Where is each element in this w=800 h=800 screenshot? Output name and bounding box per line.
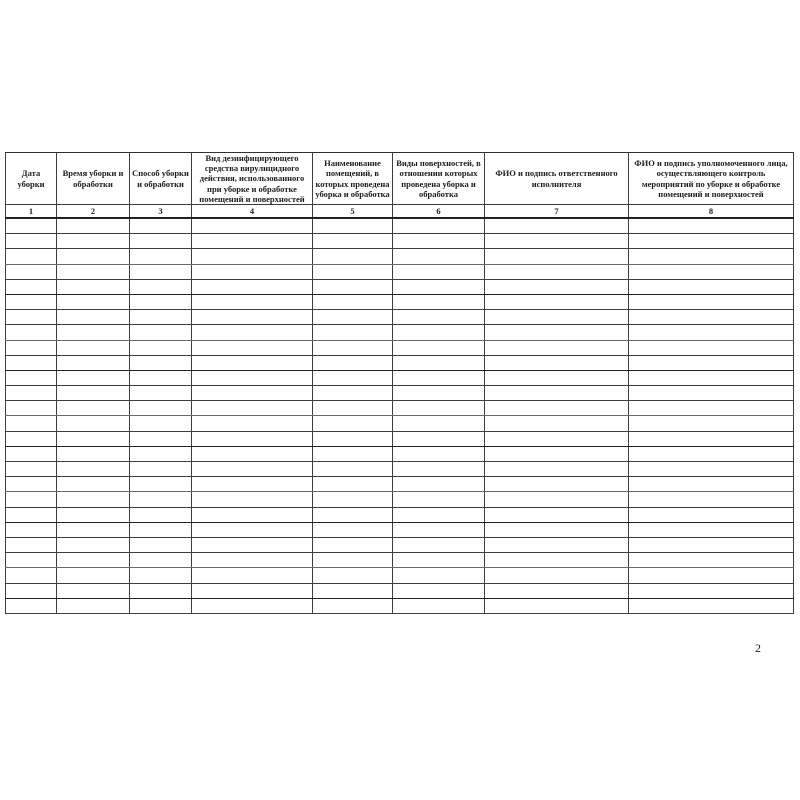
empty-cell (485, 340, 629, 355)
empty-cell (313, 537, 393, 552)
empty-cell (130, 553, 192, 568)
empty-cell (485, 553, 629, 568)
empty-cell (629, 492, 794, 507)
empty-cell (130, 492, 192, 507)
empty-cell (393, 507, 485, 522)
empty-cell (485, 370, 629, 385)
empty-cell (629, 264, 794, 279)
empty-log-row (6, 249, 794, 264)
empty-cell (6, 340, 57, 355)
empty-cell (57, 507, 130, 522)
empty-cell (313, 492, 393, 507)
empty-cell (485, 583, 629, 598)
empty-cell (313, 553, 393, 568)
empty-cell (393, 264, 485, 279)
empty-cell (313, 325, 393, 340)
empty-cell (629, 537, 794, 552)
empty-cell (130, 446, 192, 461)
empty-cell (192, 522, 313, 537)
empty-cell (130, 294, 192, 309)
empty-cell (485, 249, 629, 264)
empty-cell (485, 446, 629, 461)
empty-cell (393, 583, 485, 598)
empty-cell (393, 401, 485, 416)
empty-cell (6, 279, 57, 294)
empty-cell (6, 370, 57, 385)
empty-cell (192, 492, 313, 507)
empty-cell (313, 462, 393, 477)
empty-cell (6, 537, 57, 552)
empty-log-row (6, 492, 794, 507)
empty-log-row (6, 446, 794, 461)
empty-cell (192, 401, 313, 416)
empty-cell (57, 264, 130, 279)
empty-cell (629, 568, 794, 583)
empty-cell (6, 325, 57, 340)
empty-cell (130, 218, 192, 234)
empty-cell (57, 249, 130, 264)
empty-cell (192, 370, 313, 385)
empty-cell (192, 234, 313, 249)
empty-cell (393, 249, 485, 264)
empty-cell (393, 522, 485, 537)
empty-cell (313, 507, 393, 522)
empty-cell (313, 386, 393, 401)
empty-cell (6, 218, 57, 234)
empty-cell (57, 583, 130, 598)
empty-cell (485, 598, 629, 613)
col-number-7: 7 (485, 205, 629, 219)
empty-log-row (6, 325, 794, 340)
empty-cell (6, 416, 57, 431)
empty-cell (6, 507, 57, 522)
empty-cell (313, 477, 393, 492)
empty-cell (313, 294, 393, 309)
empty-log-row (6, 507, 794, 522)
empty-cell (192, 568, 313, 583)
empty-cell (485, 568, 629, 583)
empty-log-row (6, 568, 794, 583)
empty-cell (313, 401, 393, 416)
empty-cell (393, 218, 485, 234)
empty-cell (629, 279, 794, 294)
empty-cell (6, 249, 57, 264)
empty-cell (629, 462, 794, 477)
empty-cell (485, 218, 629, 234)
empty-log-row (6, 462, 794, 477)
empty-cell (629, 446, 794, 461)
empty-cell (57, 553, 130, 568)
empty-log-row (6, 431, 794, 446)
empty-cell (130, 249, 192, 264)
empty-cell (130, 416, 192, 431)
empty-cell (130, 355, 192, 370)
empty-cell (130, 507, 192, 522)
empty-cell (6, 446, 57, 461)
empty-cell (393, 431, 485, 446)
empty-log-row (6, 340, 794, 355)
empty-cell (393, 462, 485, 477)
empty-cell (485, 431, 629, 446)
empty-cell (130, 386, 192, 401)
empty-cell (57, 340, 130, 355)
empty-log-row (6, 218, 794, 234)
empty-cell (6, 522, 57, 537)
empty-cell (130, 279, 192, 294)
empty-cell (57, 537, 130, 552)
empty-cell (6, 401, 57, 416)
empty-cell (57, 462, 130, 477)
empty-cell (629, 507, 794, 522)
empty-cell (6, 310, 57, 325)
empty-cell (393, 446, 485, 461)
empty-cell (57, 416, 130, 431)
empty-cell (629, 294, 794, 309)
empty-cell (393, 355, 485, 370)
empty-cell (393, 370, 485, 385)
empty-cell (6, 492, 57, 507)
empty-cell (313, 522, 393, 537)
empty-cell (57, 294, 130, 309)
col-header-cleaning-time: Время уборки и обработки (57, 153, 130, 205)
empty-cell (130, 370, 192, 385)
empty-cell (6, 264, 57, 279)
empty-cell (130, 522, 192, 537)
empty-cell (57, 386, 130, 401)
empty-cell (192, 294, 313, 309)
col-header-premises-name: Наименование помещений, в которых проведена уборка и обработка (313, 153, 393, 205)
empty-cell (629, 522, 794, 537)
empty-cell (6, 598, 57, 613)
empty-cell (57, 218, 130, 234)
empty-cell (313, 583, 393, 598)
empty-log-row (6, 355, 794, 370)
empty-cell (313, 431, 393, 446)
empty-cell (6, 386, 57, 401)
empty-cell (192, 264, 313, 279)
empty-cell (192, 507, 313, 522)
empty-cell (393, 294, 485, 309)
empty-log-row (6, 310, 794, 325)
empty-cell (485, 325, 629, 340)
empty-cell (485, 492, 629, 507)
empty-cell (393, 416, 485, 431)
empty-cell (629, 386, 794, 401)
empty-cell (485, 279, 629, 294)
empty-log-row (6, 553, 794, 568)
empty-cell (192, 553, 313, 568)
empty-cell (57, 477, 130, 492)
empty-cell (130, 568, 192, 583)
empty-cell (629, 401, 794, 416)
empty-cell (313, 279, 393, 294)
empty-cell (192, 583, 313, 598)
col-number-8: 8 (629, 205, 794, 219)
empty-cell (313, 264, 393, 279)
empty-cell (6, 234, 57, 249)
empty-cell (57, 355, 130, 370)
col-header-cleaning-date: Дата уборки (6, 153, 57, 205)
empty-cell (192, 279, 313, 294)
empty-cell (192, 462, 313, 477)
empty-cell (6, 431, 57, 446)
empty-cell (393, 279, 485, 294)
cleaning-log-table (5, 152, 794, 614)
empty-cell (130, 264, 192, 279)
empty-cell (393, 477, 485, 492)
col-number-2: 2 (57, 205, 130, 219)
empty-cell (485, 386, 629, 401)
empty-cell (6, 462, 57, 477)
empty-cell (6, 553, 57, 568)
empty-cell (485, 507, 629, 522)
empty-cell (393, 537, 485, 552)
empty-cell (629, 249, 794, 264)
empty-cell (629, 553, 794, 568)
empty-cell (130, 462, 192, 477)
empty-cell (192, 249, 313, 264)
empty-cell (629, 325, 794, 340)
empty-cell (485, 416, 629, 431)
empty-cell (57, 492, 130, 507)
col-header-executor-signature: ФИО и подпись ответственного исполнителя (485, 153, 629, 205)
empty-cell (192, 340, 313, 355)
col-number-3: 3 (130, 205, 192, 219)
empty-cell (6, 583, 57, 598)
col-number-1: 1 (6, 205, 57, 219)
page-number: 2 (755, 641, 761, 655)
empty-cell (485, 522, 629, 537)
empty-cell (393, 325, 485, 340)
empty-cell (130, 310, 192, 325)
table-header (6, 153, 794, 219)
empty-cell (192, 355, 313, 370)
column-number-row (6, 205, 794, 219)
empty-cell (313, 446, 393, 461)
empty-log-row (6, 537, 794, 552)
empty-cell (629, 583, 794, 598)
empty-cell (485, 234, 629, 249)
empty-cell (130, 325, 192, 340)
empty-cell (6, 294, 57, 309)
empty-cell (313, 355, 393, 370)
empty-cell (57, 279, 130, 294)
empty-cell (192, 537, 313, 552)
empty-log-row (6, 598, 794, 613)
empty-log-row (6, 294, 794, 309)
empty-cell (313, 568, 393, 583)
empty-cell (313, 416, 393, 431)
empty-cell (485, 462, 629, 477)
empty-cell (130, 340, 192, 355)
empty-cell (485, 401, 629, 416)
col-header-cleaning-method: Способ уборки и обработки (130, 153, 192, 205)
empty-cell (393, 234, 485, 249)
empty-cell (130, 537, 192, 552)
empty-log-row (6, 370, 794, 385)
empty-cell (393, 568, 485, 583)
col-header-controller-signature: ФИО и подпись уполномоченного лица, осуществляющего контроль мероприятий по уборке и обработке помещений и поверхностей (629, 153, 794, 205)
col-number-6: 6 (393, 205, 485, 219)
empty-log-row (6, 477, 794, 492)
empty-cell (130, 477, 192, 492)
empty-log-row (6, 522, 794, 537)
empty-cell (57, 598, 130, 613)
empty-cell (192, 477, 313, 492)
empty-log-row (6, 279, 794, 294)
empty-cell (629, 477, 794, 492)
empty-cell (192, 431, 313, 446)
empty-cell (313, 249, 393, 264)
empty-cell (57, 446, 130, 461)
empty-cell (629, 310, 794, 325)
empty-cell (313, 218, 393, 234)
empty-cell (485, 294, 629, 309)
empty-cell (57, 522, 130, 537)
empty-cell (130, 598, 192, 613)
empty-cell (313, 598, 393, 613)
empty-cell (393, 598, 485, 613)
empty-cell (485, 355, 629, 370)
empty-cell (629, 598, 794, 613)
empty-cell (57, 431, 130, 446)
empty-log-row (6, 416, 794, 431)
empty-cell (192, 446, 313, 461)
col-number-4: 4 (192, 205, 313, 219)
empty-cell (485, 477, 629, 492)
col-header-disinfectant-type: Вид дезинфицирующего средства вирулицидного действия, использованного при уборке и обработке помещений и поверхностей (192, 153, 313, 205)
empty-cell (192, 598, 313, 613)
empty-cell (485, 310, 629, 325)
empty-cell (57, 310, 130, 325)
empty-cell (313, 234, 393, 249)
empty-cell (485, 537, 629, 552)
empty-cell (192, 218, 313, 234)
empty-cell (6, 477, 57, 492)
empty-cell (393, 553, 485, 568)
empty-cell (130, 401, 192, 416)
empty-cell (130, 583, 192, 598)
empty-cell (192, 416, 313, 431)
empty-cell (57, 568, 130, 583)
empty-cell (629, 370, 794, 385)
empty-cell (393, 492, 485, 507)
empty-log-row (6, 583, 794, 598)
empty-log-row (6, 386, 794, 401)
col-header-surface-types: Виды поверхностей, в отношении которых проведена уборка и обработка (393, 153, 485, 205)
empty-log-row (6, 264, 794, 279)
header-row (6, 153, 794, 205)
empty-cell (629, 234, 794, 249)
empty-cell (393, 386, 485, 401)
empty-cell (393, 340, 485, 355)
empty-cell (313, 310, 393, 325)
empty-cell (629, 218, 794, 234)
empty-cell (6, 355, 57, 370)
empty-cell (57, 401, 130, 416)
empty-cell (485, 264, 629, 279)
col-number-5: 5 (313, 205, 393, 219)
empty-cell (130, 431, 192, 446)
empty-cell (313, 340, 393, 355)
empty-cell (130, 234, 192, 249)
empty-log-row (6, 234, 794, 249)
empty-cell (629, 355, 794, 370)
empty-cell (629, 416, 794, 431)
empty-cell (629, 431, 794, 446)
empty-cell (629, 340, 794, 355)
empty-cell (313, 370, 393, 385)
empty-cell (393, 310, 485, 325)
empty-cell (57, 234, 130, 249)
empty-cell (192, 310, 313, 325)
empty-cell (57, 370, 130, 385)
empty-cell (6, 568, 57, 583)
empty-cell (192, 325, 313, 340)
empty-cell (192, 386, 313, 401)
table-body (6, 218, 794, 613)
empty-cell (57, 325, 130, 340)
empty-log-row (6, 401, 794, 416)
